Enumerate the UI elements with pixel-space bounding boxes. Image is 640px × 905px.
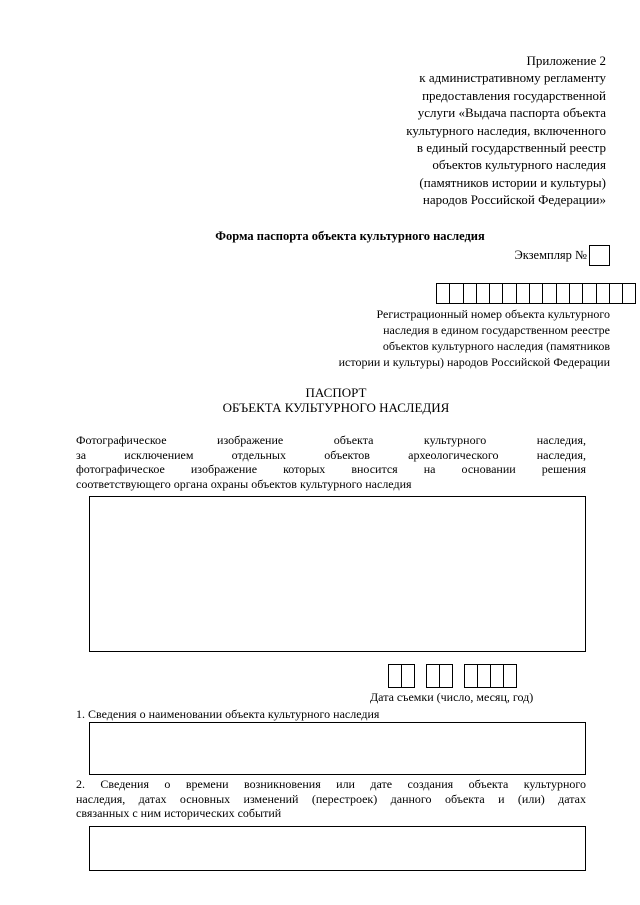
- date-year-group[interactable]: [464, 664, 517, 688]
- appendix-line: в единый государственный реестр: [416, 140, 606, 156]
- section1-heading: 1. Сведения о наименовании объекта культурного наследия: [76, 707, 380, 721]
- registration-digit-cell[interactable]: [557, 283, 570, 304]
- date-day-group[interactable]: [388, 664, 415, 688]
- registration-digit-cell[interactable]: [450, 283, 463, 304]
- appendix-header: [306, 52, 606, 209]
- section2-heading: [76, 777, 586, 821]
- registration-digit-cell[interactable]: [623, 283, 636, 304]
- registration-digit-cell[interactable]: [436, 283, 450, 304]
- registration-caption-line: объектов культурного наследия (памятников: [382, 339, 610, 353]
- appendix-line: культурного наследия, включенного: [406, 122, 606, 138]
- date-month-group[interactable]: [426, 664, 453, 688]
- appendix-line: народов Российской Федерации»: [422, 192, 606, 208]
- form-title: Форма паспорта объекта культурного наследия: [215, 229, 485, 243]
- photo-intro-line: фотографическое изображение которых вносится на основании решения: [76, 462, 586, 476]
- appendix-line: объектов культурного наследия: [432, 157, 606, 173]
- registration-digit-cell[interactable]: [517, 283, 530, 304]
- registration-digit-cell[interactable]: [477, 283, 490, 304]
- photo-date-field[interactable]: [388, 664, 517, 688]
- passport-title-line1: ПАСПОРТ: [305, 385, 367, 400]
- date-digit-cell[interactable]: [491, 664, 504, 688]
- copy-number-row: [514, 245, 610, 266]
- registration-caption-line: истории и культуры) народов Российской Федерации: [338, 355, 610, 369]
- section2-line: связанных с ним исторических событий: [76, 806, 282, 820]
- photo-frame[interactable]: [89, 496, 586, 652]
- appendix-line: (памятников истории и культуры): [419, 174, 606, 190]
- registration-digit-cell[interactable]: [503, 283, 516, 304]
- passport-title: [0, 385, 640, 415]
- registration-digit-cell[interactable]: [530, 283, 543, 304]
- copy-number-field[interactable]: [589, 245, 610, 266]
- appendix-line: услуги «Выдача паспорта объекта: [417, 105, 606, 121]
- copy-number-label: Экземпляр №: [514, 248, 587, 262]
- photo-intro-text: [76, 433, 586, 491]
- date-digit-cell[interactable]: [388, 664, 402, 688]
- registration-caption: [270, 306, 610, 370]
- date-digit-cell[interactable]: [440, 664, 453, 688]
- photo-date-caption: Дата съемки (число, месяц, год): [370, 690, 534, 704]
- registration-caption-line: наследия в едином государственном реестре: [383, 323, 610, 337]
- date-digit-cell[interactable]: [426, 664, 440, 688]
- passport-title-line2: ОБЪЕКТА КУЛЬТУРНОГО НАСЛЕДИЯ: [222, 400, 450, 415]
- registration-number-field[interactable]: [436, 283, 636, 304]
- photo-intro-line: соответствующего органа охраны объектов культурного наследия: [76, 476, 412, 491]
- section1-field[interactable]: [89, 722, 586, 775]
- date-digit-cell[interactable]: [504, 664, 517, 688]
- date-digit-cell[interactable]: [464, 664, 478, 688]
- photo-intro-line: Фотографическое изображение объекта культурного наследия,: [76, 433, 586, 447]
- registration-digit-cell[interactable]: [543, 283, 556, 304]
- appendix-line: Приложение 2: [526, 53, 606, 68]
- date-digit-cell[interactable]: [478, 664, 491, 688]
- appendix-line: к административному регламенту: [419, 70, 606, 86]
- appendix-line: предоставления государственной: [422, 87, 606, 103]
- registration-caption-line: Регистрационный номер объекта культурного: [376, 307, 610, 321]
- registration-digit-cell[interactable]: [583, 283, 596, 304]
- registration-digit-cell[interactable]: [610, 283, 623, 304]
- registration-digit-cell[interactable]: [490, 283, 503, 304]
- registration-digit-cell[interactable]: [597, 283, 610, 304]
- registration-digit-cell[interactable]: [464, 283, 477, 304]
- photo-intro-line: за исключением отдельных объектов археологического наследия,: [76, 447, 586, 462]
- section2-line: 2. Сведения о времени возникновения или дате создания объекта культурного: [76, 777, 586, 791]
- section2-field[interactable]: [89, 826, 586, 871]
- section2-line: наследия, датах основных изменений (перестроек) данного объекта и (или) датах: [76, 791, 586, 806]
- registration-digit-cell[interactable]: [570, 283, 583, 304]
- date-digit-cell[interactable]: [402, 664, 415, 688]
